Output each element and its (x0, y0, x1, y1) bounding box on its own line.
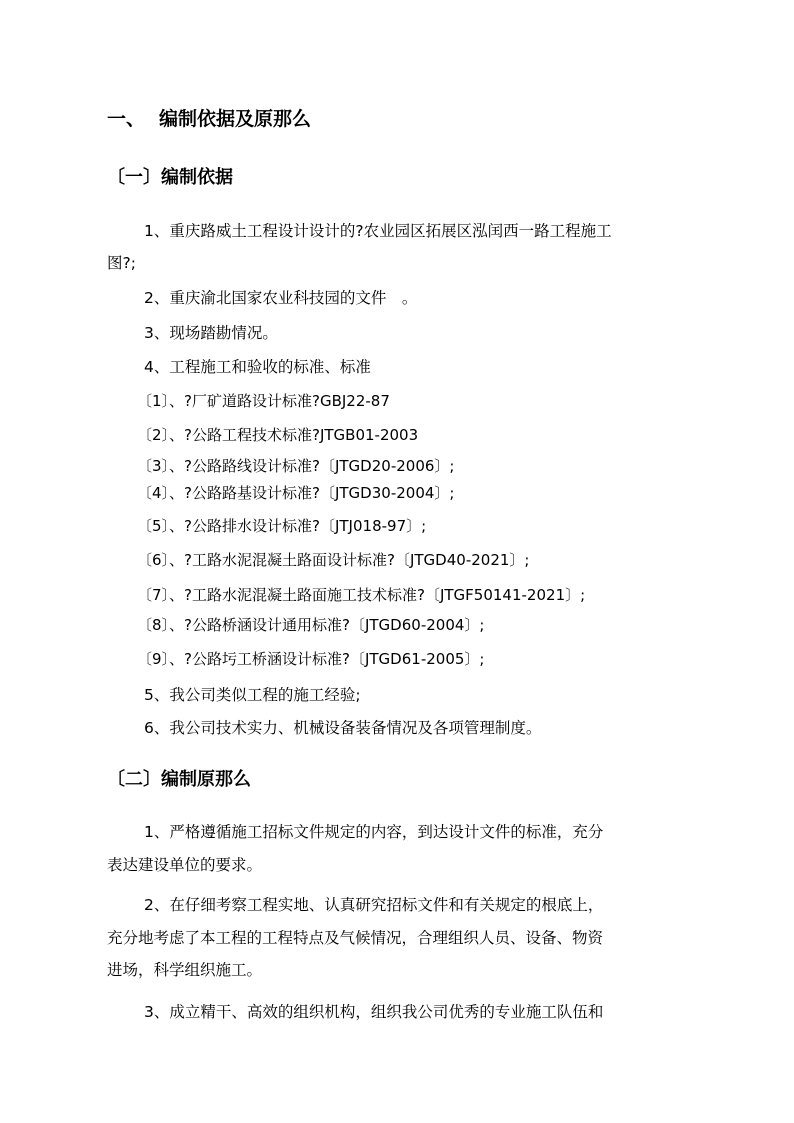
standard-item: 〔5〕、?公路排水设计标准?〔JTJ018-97〕; (137, 517, 427, 535)
standard-item: 〔3〕、?公路路线设计标准?〔JTGD20-2006〕; (137, 457, 455, 475)
item1-line2: 图?; (107, 254, 136, 272)
standard-item: 〔7〕、?工路水泥混凝土路面施工技术标准?〔JTGF50141-2021〕; (137, 586, 586, 604)
standard-item: 〔4〕、?公路路基设计标准?〔JTGD30-2004〕; (137, 484, 455, 502)
section1-title: 〔一〕编制依据 (107, 167, 233, 188)
main-heading-text: 编制依据及原那么 (159, 108, 312, 130)
standard-item: 〔6〕、?工路水泥混凝土路面设计标准?〔JTGD40-2021〕; (137, 551, 530, 569)
para1-line1: 1、严格遵循施工招标文件规定的内容，到达设计文件的标准，充分 (144, 823, 604, 841)
section2-title: 〔二〕编制原那么 (107, 769, 251, 790)
standard-item: 〔1〕、?厂矿道路设计标准?GBJ22-87 (137, 392, 390, 410)
standard-item: 〔2〕、?公路工程技术标准?JTGB01-2003 (137, 426, 419, 444)
item4: 4、工程施工和验收的标准、标准 (144, 358, 371, 376)
para1-line2: 表达建设单位的要求。 (107, 856, 263, 874)
main-heading (107, 104, 311, 131)
item1-line1: 1、重庆路威土工程设计设计的?农业园区拓展区泓闰西一路工程施工 (144, 222, 612, 240)
standard-item: 〔8〕、?公路桥涵设计通用标准?〔JTGD60-2004〕; (137, 616, 485, 634)
para2-line3: 进场，科学组织施工。 (107, 961, 263, 979)
item2: 2、重庆渝北国家农业科技园的文件 。 (144, 289, 418, 307)
item6: 6、我公司技术实力、机械设备装备情况及各项管理制度。 (144, 719, 542, 737)
standard-item: 〔9〕、?公路圬工桥涵设计标准?〔JTGD61-2005〕; (137, 650, 485, 668)
para3-line1: 3、成立精干、高效的组织机构，组织我公司优秀的专业施工队伍和 (144, 1003, 604, 1021)
main-heading-number: 一、 (107, 108, 146, 130)
item5: 5、我公司类似工程的施工经验; (144, 686, 361, 704)
para2-line2: 充分地考虑了本工程的工程特点及气候情况，合理组织人员、设备、物资 (107, 929, 604, 947)
para2-line1: 2、在仔细考察工程实地、认真研究招标文件和有关规定的根底上， (144, 896, 604, 914)
item3: 3、现场踏勘情况。 (144, 324, 278, 342)
